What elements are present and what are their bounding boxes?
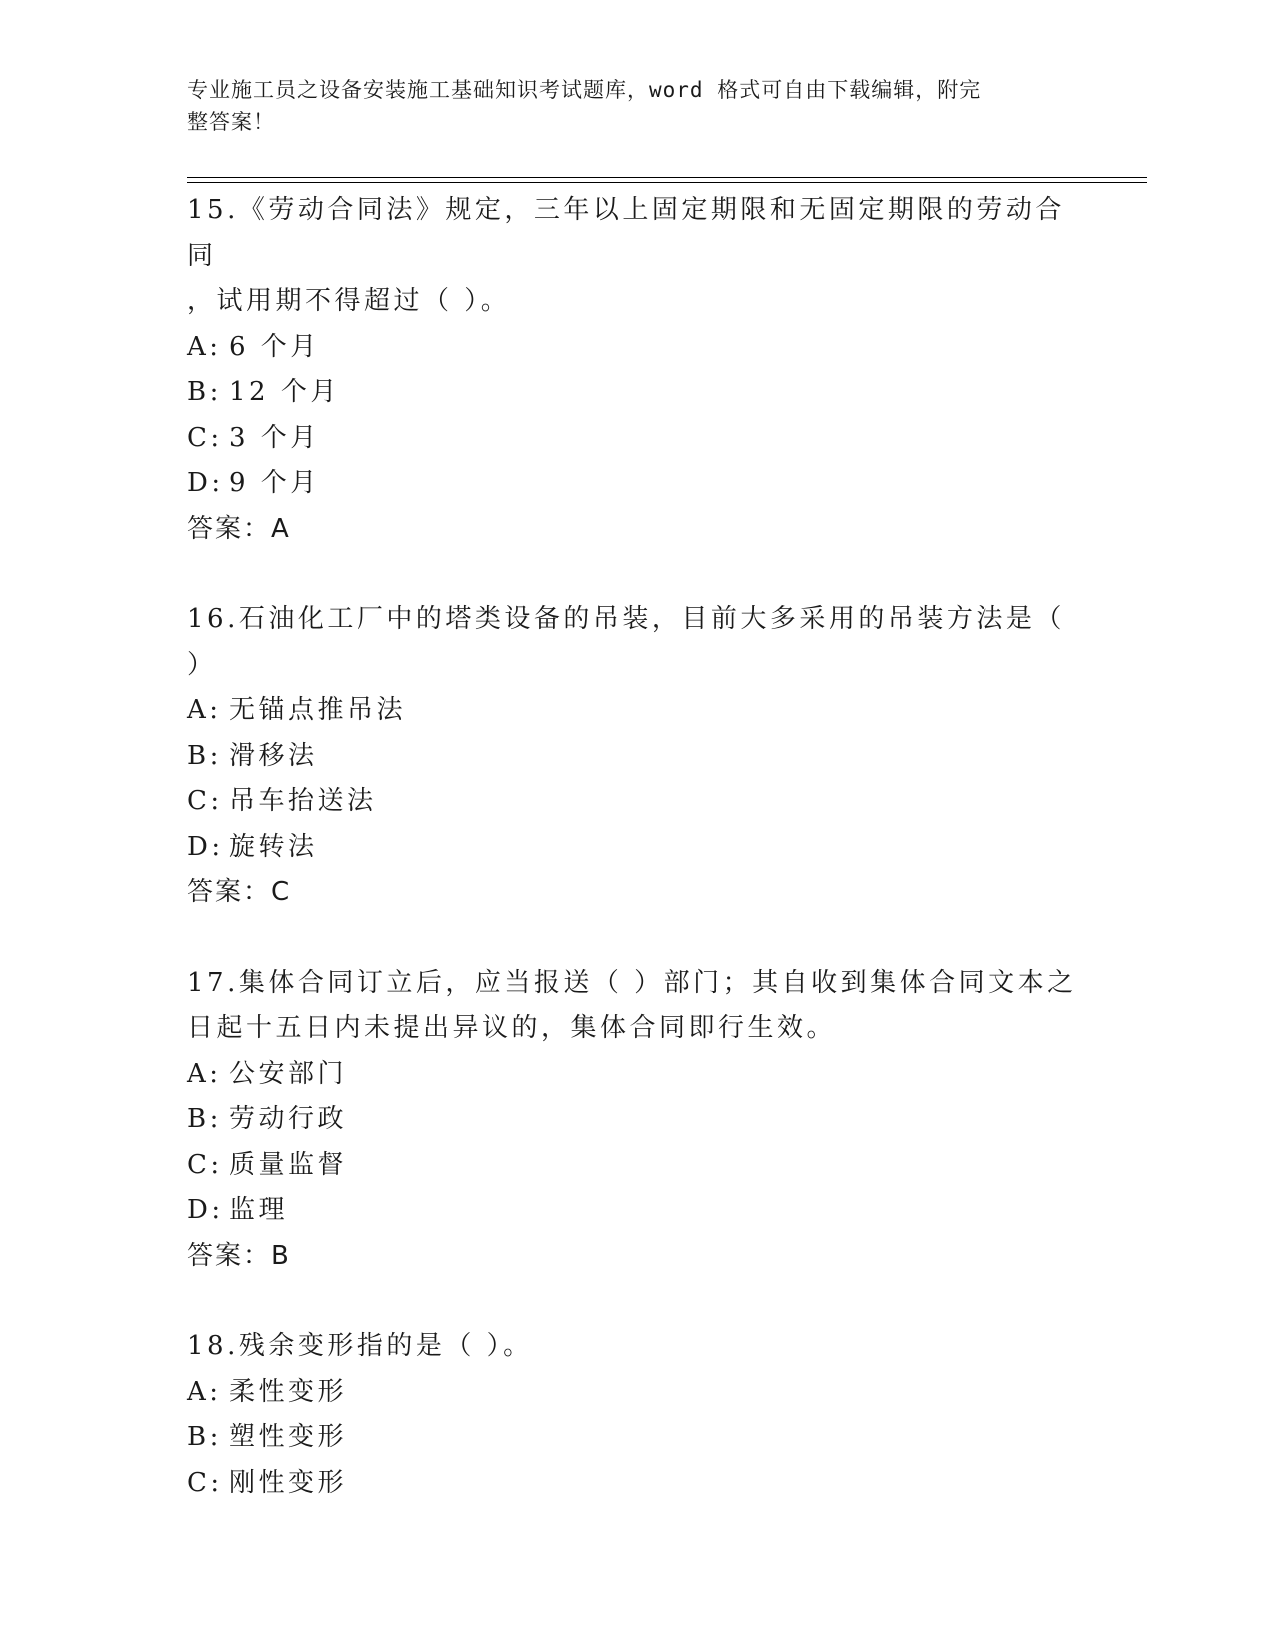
- question-stem: [187, 188, 1087, 325]
- option-key: B:: [187, 377, 222, 407]
- option-text: 6 个月: [229, 331, 320, 362]
- question-17: [187, 961, 1087, 1280]
- option-b: [187, 734, 1087, 780]
- question-stem-line: ，试用期不得超过（ ）。: [187, 286, 511, 316]
- question-stem: [187, 1324, 1087, 1370]
- option-c: [187, 1143, 1087, 1189]
- option-key: B:: [187, 740, 222, 771]
- option-text: 12 个月: [229, 377, 340, 407]
- option-text: 质量监督: [229, 1149, 348, 1180]
- option-key: B:: [187, 1104, 222, 1134]
- option-key: A:: [187, 1058, 222, 1089]
- header-title-line-1: 专业施工员之设备安装施工基础知识考试题库，word 格式可自由下载编辑，附完: [187, 78, 982, 102]
- option-d: [187, 825, 1087, 871]
- option-b: [187, 1415, 1087, 1461]
- spacer: [187, 552, 1087, 597]
- option-text: 旋转法: [229, 831, 318, 862]
- option-text: 3 个月: [229, 422, 320, 453]
- option-a: [187, 325, 1087, 371]
- question-18: [187, 1324, 1087, 1506]
- question-stem-line: 17.集体合同订立后，应当报送（ ）部门；其自收到集体合同文本之: [187, 967, 1077, 998]
- option-a: [187, 1052, 1087, 1098]
- spacer: [187, 1279, 1087, 1324]
- option-key: C:: [187, 1149, 223, 1180]
- option-key: B:: [187, 1422, 222, 1452]
- header-divider-bottom: [187, 182, 1147, 183]
- option-c: [187, 416, 1087, 462]
- option-a: [187, 688, 1087, 734]
- option-key: C:: [187, 786, 223, 816]
- option-c: [187, 779, 1087, 825]
- question-list: [187, 188, 1087, 1506]
- option-key: D:: [187, 1195, 224, 1225]
- answer-line: 答案：B: [187, 1240, 291, 1271]
- document-header: [187, 74, 1067, 138]
- option-key: C:: [187, 422, 223, 453]
- option-d: [187, 461, 1087, 507]
- option-text: 吊车抬送法: [229, 786, 377, 816]
- option-text: 无锚点推吊法: [229, 695, 407, 725]
- question-16: [187, 597, 1087, 916]
- option-key: A:: [187, 695, 222, 725]
- option-b: [187, 370, 1087, 416]
- question-stem-line: 18.残余变形指的是（ ）。: [187, 1331, 533, 1361]
- question-stem: [187, 597, 1087, 688]
- option-d: [187, 1188, 1087, 1234]
- option-key: D:: [187, 468, 224, 498]
- option-text: 刚性变形: [229, 1467, 348, 1498]
- option-text: 劳动行政: [229, 1104, 348, 1134]
- option-text: 公安部门: [229, 1058, 348, 1089]
- option-key: C:: [187, 1467, 223, 1498]
- question-stem-line: ）: [187, 649, 217, 680]
- option-text: 柔性变形: [229, 1376, 348, 1407]
- question-15: [187, 188, 1087, 552]
- option-text: 滑移法: [229, 740, 318, 771]
- question-stem: [187, 961, 1087, 1052]
- answer-line: 答案：C: [187, 877, 292, 907]
- spacer: [187, 916, 1087, 961]
- option-c: [187, 1461, 1087, 1507]
- option-key: A:: [187, 1376, 222, 1407]
- header-title-line-2: 整答案！: [187, 110, 275, 134]
- option-key: D:: [187, 831, 224, 862]
- option-text: 9 个月: [229, 468, 320, 498]
- option-text: 塑性变形: [229, 1422, 348, 1452]
- question-stem-line: 日起十五日内未提出异议的，集体合同即行生效。: [187, 1013, 837, 1043]
- answer-line: 答案：A: [187, 513, 291, 544]
- option-text: 监理: [229, 1195, 289, 1225]
- option-a: [187, 1370, 1087, 1416]
- option-key: A:: [187, 331, 222, 362]
- header-divider-top: [187, 177, 1147, 178]
- question-stem-line: 16.石油化工厂中的塔类设备的吊装，目前大多采用的吊装方法是（: [187, 604, 1065, 634]
- option-b: [187, 1097, 1087, 1143]
- question-stem-line: 15.《劳动合同法》规定，三年以上固定期限和无固定期限的劳动合同: [187, 195, 1065, 271]
